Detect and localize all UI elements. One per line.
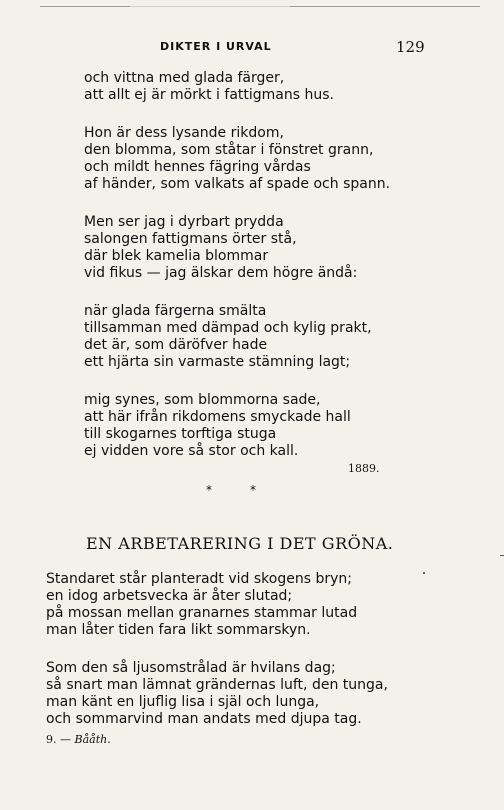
- signature-author: Bååth.: [74, 733, 111, 746]
- verse-line: där blek kamelia blommar: [84, 248, 269, 264]
- signature-mark: [46, 733, 111, 746]
- verse-line: och sommarvind man andats med djupa tag.: [46, 711, 362, 727]
- verse-line: ett hjärta sin varmaste stämning lagt;: [84, 354, 351, 370]
- poem-continuation: [84, 70, 464, 481]
- verse-line: det är, som däröfver hade: [84, 337, 268, 353]
- poem-date: 1889.: [348, 462, 380, 475]
- stanza: [84, 70, 464, 104]
- verse-line: en idog arbetsvecka är åter slutad;: [46, 588, 293, 604]
- verse-line: Som den så ljusomstrålad är hvilans dag;: [46, 660, 336, 676]
- section-separator: **: [206, 483, 294, 497]
- verse-line: man låter tiden fara likt sommarskyn.: [46, 622, 311, 638]
- verse-line: tillsamman med dämpad och kylig prakt,: [84, 320, 372, 336]
- stanza: [84, 392, 464, 460]
- verse-line: den blomma, som ståtar i fönstret grann,: [84, 142, 374, 158]
- poem-title: EN ARBETARERING I DET GRÖNA.: [86, 534, 394, 553]
- verse-line: Standaret står planteradt vid skogens bryn;: [46, 571, 352, 587]
- verse-line: vid fikus — jag älskar dem högre ändå:: [84, 265, 358, 281]
- stanza: [84, 303, 464, 371]
- verse-line: så snart man lämnat grändernas luft, den tunga,: [46, 677, 388, 693]
- verse-line: till skogarnes torftiga stuga: [84, 426, 277, 442]
- edge-mark: [500, 555, 504, 556]
- verse-line: ej vidden vore så stor och kall.: [84, 443, 299, 459]
- verse-line: att här ifrån rikdomens smyckade hall: [84, 409, 351, 425]
- stanza: [84, 214, 464, 282]
- page-header: [0, 38, 504, 58]
- verse-line: och mildt hennes fägring vårdas: [84, 159, 311, 175]
- running-title: DIKTER I URVAL: [160, 40, 272, 53]
- verse-line: när glada färgerna smälta: [84, 303, 267, 319]
- stanza: [46, 660, 476, 728]
- verse-line: mig synes, som blommorna sade,: [84, 392, 321, 408]
- verse-line: på mossan mellan granarnes stammar lutad: [46, 605, 358, 621]
- page-number: 129: [396, 38, 425, 56]
- verse-line: man känt en ljuflig lisa i själ och lunga,: [46, 694, 320, 710]
- verse-line: salongen fattigmans örter stå,: [84, 231, 297, 247]
- stanza: [46, 571, 476, 639]
- verse-line: att allt ej är mörkt i fattigmans hus.: [84, 87, 334, 103]
- top-rule-faint: [130, 6, 290, 7]
- signature-number: 9. —: [46, 733, 71, 746]
- stanza: [84, 125, 464, 193]
- poem-body: [46, 571, 476, 749]
- verse-line: af händer, som valkats af spade och spann.: [84, 176, 391, 192]
- verse-line: Hon är dess lysande rikdom,: [84, 125, 284, 141]
- verse-line: Men ser jag i dyrbart prydda: [84, 214, 284, 230]
- margin-speck: [423, 572, 425, 574]
- verse-line: och vittna med glada färger,: [84, 70, 285, 86]
